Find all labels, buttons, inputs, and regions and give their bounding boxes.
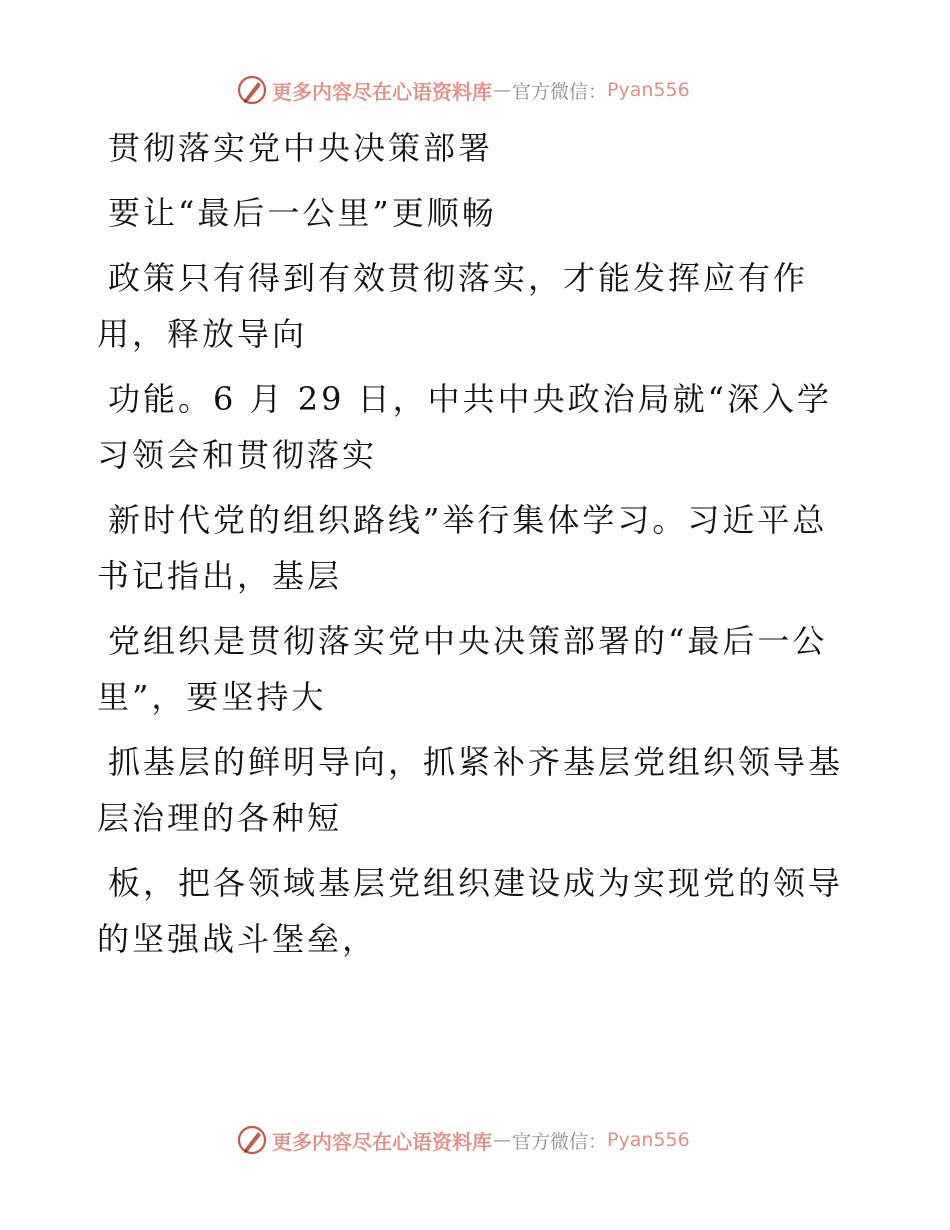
paragraph-4-line-2: 习领会和贯彻落实: [97, 436, 378, 474]
paragraph-6-line-1: 党组织是贯彻落实党中央决策部署的“最后一公: [108, 622, 828, 660]
paragraph-1-line-1: 贯彻落实党中央决策部署: [108, 129, 494, 167]
watermark-label: 官方微信：: [512, 80, 608, 103]
paragraph-3-line-2: 用，释放导向: [97, 315, 308, 353]
paragraph-2-line-1: 要让“最后一公里”更顺畅: [108, 194, 497, 232]
document-body: [97, 120, 844, 967]
watermark-dash: —: [493, 1129, 511, 1151]
paragraph-8-line-1: 板，把各领域基层党组织建设成为实现党的领导: [108, 864, 844, 902]
paragraph-6-line-2: 里”，要坚持大: [97, 678, 327, 716]
paragraph-5-line-1: 新时代党的组织路线”举行集体学习。习近平总: [108, 501, 828, 539]
paragraph-5-line-2: 书记指出，基层: [97, 557, 343, 595]
paragraph-7-line-2: 层治理的各种短: [97, 799, 343, 837]
watermark-dash: —: [493, 79, 511, 101]
footer-watermark: [236, 1123, 690, 1157]
paragraph-8-line-2: 的坚强战斗堡垒，: [97, 920, 378, 958]
watermark-wechat-id: Pyan556: [607, 1129, 690, 1151]
paragraph-3-line-1: 政策只有得到有效贯彻落实，才能发挥应有作: [108, 259, 809, 297]
paragraph-4-line-1: 功能。6 月 29 日，中共中央政治局就“深入学: [108, 380, 832, 418]
watermark-label: 官方微信：: [512, 1130, 608, 1153]
quill-pen-logo-icon: [236, 74, 268, 106]
quill-pen-logo-icon: [236, 1124, 268, 1156]
paragraph-7-line-1: 抓基层的鲜明导向，抓紧补齐基层党组织领导基: [108, 743, 844, 781]
watermark-brand: 更多内容尽在心语资料库: [272, 79, 492, 104]
watermark-wechat-id: Pyan556: [607, 79, 690, 101]
header-watermark: [236, 73, 690, 107]
watermark-brand: 更多内容尽在心语资料库: [272, 1129, 492, 1154]
